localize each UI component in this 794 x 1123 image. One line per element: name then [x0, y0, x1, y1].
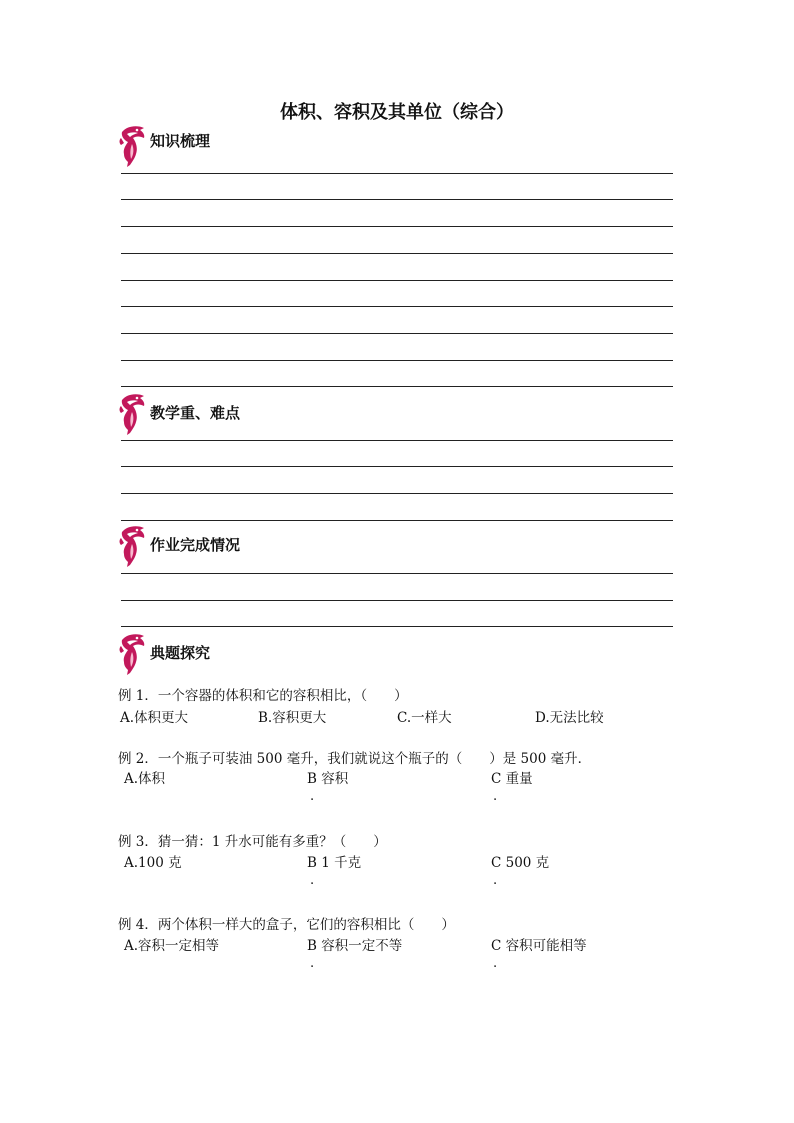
option-1b: B.容积更大 [258, 710, 327, 726]
option-1c: C.一样大 [397, 710, 452, 726]
writing-line [121, 600, 673, 601]
option-3c: C 500 克 [491, 855, 550, 871]
option-2a: A.体积 [124, 771, 166, 787]
writing-line [121, 493, 673, 494]
section-title-key-points: 教学重、难点 [150, 404, 241, 422]
writing-line [121, 386, 673, 387]
question-stem-3: 例 3．猜一猜：1 升水可能有多重？（ ） [118, 834, 387, 850]
writing-line [121, 520, 673, 521]
option-4c: C 容积可能相等 [491, 938, 587, 954]
option-4b: B 容积一定不等 [307, 938, 403, 954]
option-dot: . [493, 789, 498, 804]
option-dot: . [310, 789, 315, 804]
option-dot: . [310, 956, 315, 971]
writing-line [121, 253, 673, 254]
section-title-homework: 作业完成情况 [150, 536, 241, 554]
question-stem-4: 例 4．两个体积一样大的盒子，它们的容积相比（ ） [118, 917, 455, 933]
section-title-examples: 典题探究 [150, 644, 211, 662]
dolphin-icon [118, 524, 148, 568]
option-2b: B 容积 [307, 771, 349, 787]
dolphin-icon [118, 632, 148, 676]
option-1a: A.体积更大 [120, 710, 189, 726]
section-title-knowledge: 知识梳理 [150, 132, 211, 150]
writing-line [121, 333, 673, 334]
writing-line [121, 626, 673, 627]
option-dot: . [310, 873, 315, 888]
question-stem-2: 例 2．一个瓶子可装油 500 毫升，我们就说这个瓶子的（ ）是 500 毫升． [118, 751, 592, 767]
option-1d: D.无法比较 [535, 710, 604, 726]
writing-line [121, 360, 673, 361]
writing-line [121, 466, 673, 467]
writing-line [121, 226, 673, 227]
section-homework [118, 524, 674, 564]
dolphin-icon [118, 124, 148, 168]
dolphin-icon [118, 392, 148, 436]
section-key-points [118, 392, 674, 432]
option-4a: A.容积一定相等 [124, 938, 220, 954]
question-stem-1: 例 1．一个容器的体积和它的容积相比，（ ） [118, 688, 408, 704]
writing-line [121, 573, 673, 574]
option-2c: C 重量 [491, 771, 533, 787]
writing-line [121, 173, 673, 174]
page-title: 体积、容积及其单位（综合） [280, 102, 514, 123]
writing-line [121, 280, 673, 281]
section-knowledge [118, 124, 674, 164]
option-3b: B 1 千克 [307, 855, 362, 871]
section-examples [118, 632, 674, 672]
option-3a: A.100 克 [124, 855, 182, 871]
option-dot: . [493, 956, 498, 971]
writing-line [121, 440, 673, 441]
option-dot: . [493, 873, 498, 888]
writing-line [121, 306, 673, 307]
writing-line [121, 199, 673, 200]
